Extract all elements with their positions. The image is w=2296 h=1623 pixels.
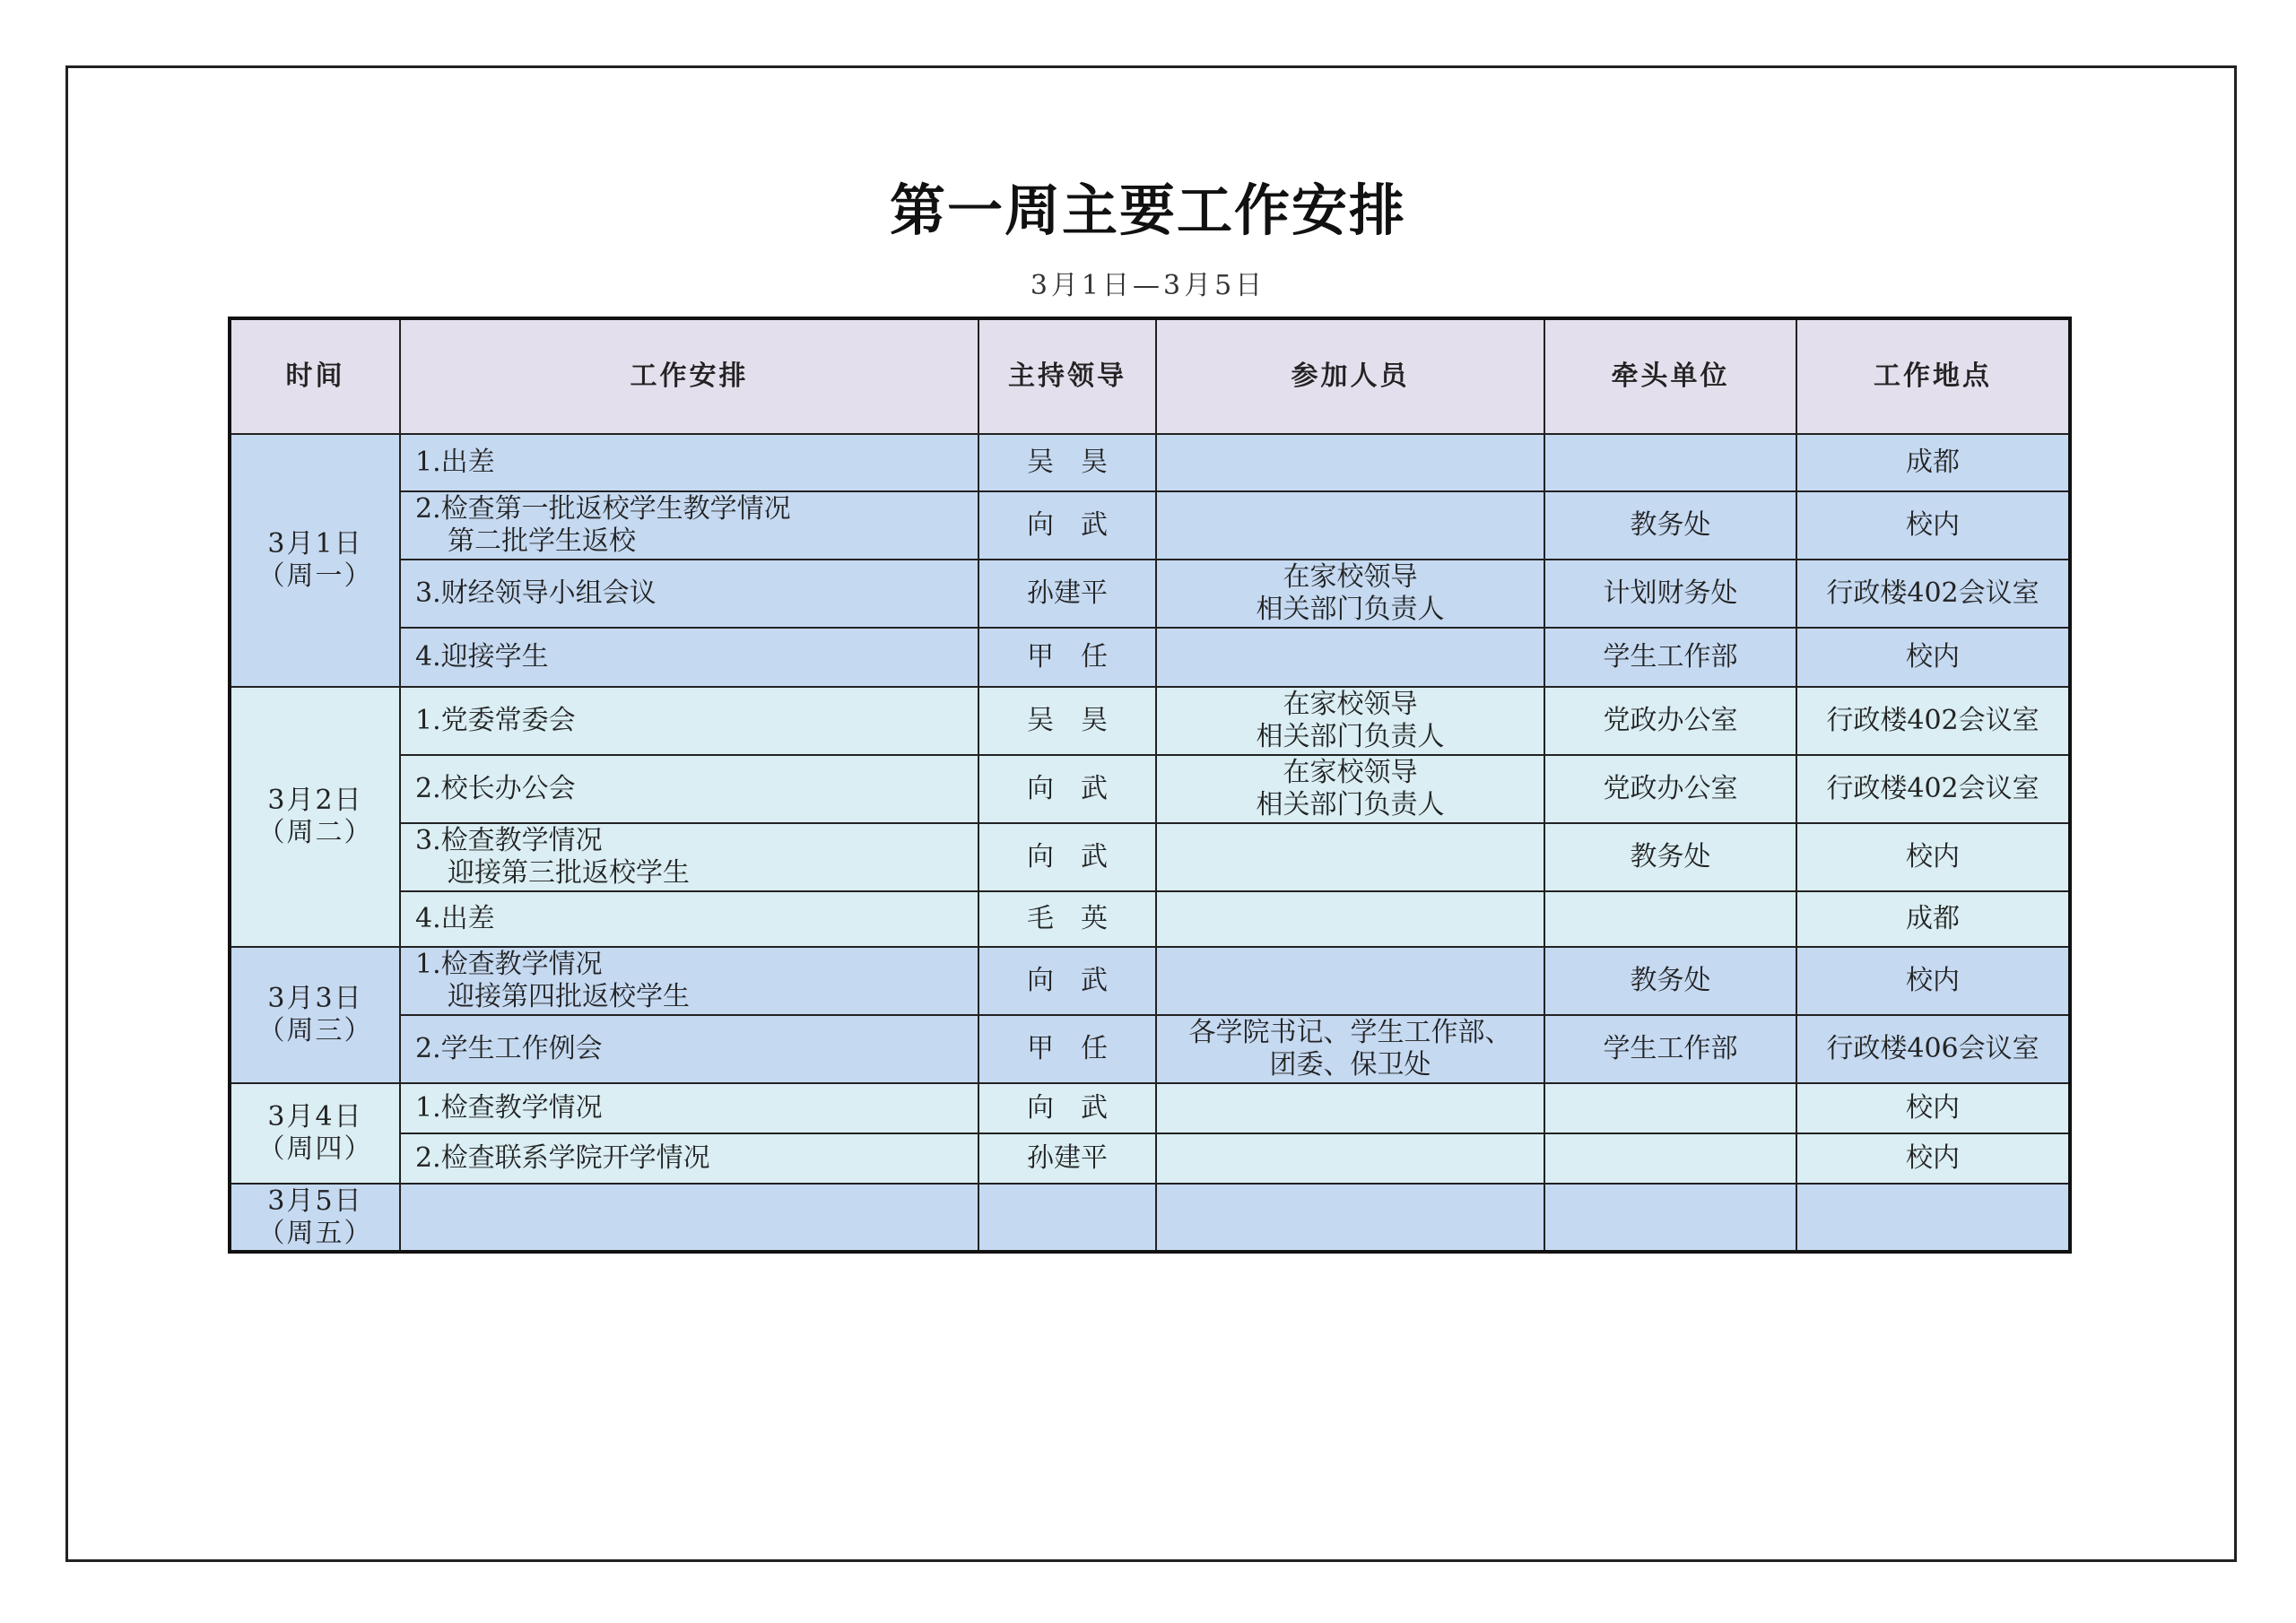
task-cell bbox=[400, 947, 978, 1015]
leader-cell: 吴 昊 bbox=[978, 687, 1156, 755]
task-line: 1.检查教学情况 bbox=[415, 949, 603, 980]
day-weekday: （周三） bbox=[257, 1015, 373, 1046]
header-unit: 牵头单位 bbox=[1544, 318, 1796, 434]
leader-cell: 吴 昊 bbox=[978, 434, 1156, 491]
participant-line: 相关部门负责人 bbox=[1256, 721, 1445, 752]
unit-cell bbox=[1544, 434, 1796, 491]
day-weekday: （周一） bbox=[257, 560, 373, 592]
leader-cell: 孙建平 bbox=[978, 1133, 1156, 1184]
participants-cell bbox=[1156, 947, 1544, 1015]
leader-cell: 向 武 bbox=[978, 755, 1156, 823]
task-line: 4.迎接学生 bbox=[415, 641, 549, 673]
unit-cell: 计划财务处 bbox=[1544, 560, 1796, 628]
unit-cell bbox=[1544, 1184, 1796, 1252]
leader-cell: 向 武 bbox=[978, 1083, 1156, 1133]
task-cell bbox=[400, 560, 978, 628]
header-task: 工作安排 bbox=[400, 318, 978, 434]
unit-cell: 教务处 bbox=[1544, 491, 1796, 560]
location-cell: 校内 bbox=[1796, 491, 2070, 560]
participants-cell bbox=[1156, 491, 1544, 560]
task-line: 迎接第三批返校学生 bbox=[448, 857, 690, 889]
day-weekday: （周五） bbox=[257, 1217, 373, 1249]
participants-cell bbox=[1156, 1015, 1544, 1083]
header-participants: 参加人员 bbox=[1156, 318, 1544, 434]
day-weekday: （周四） bbox=[257, 1133, 373, 1165]
participant-line: 团委、保卫处 bbox=[1269, 1049, 1431, 1081]
header-time: 时间 bbox=[230, 318, 400, 434]
task-cell bbox=[400, 1184, 978, 1252]
table-row bbox=[230, 1184, 2070, 1252]
table-row bbox=[230, 891, 2070, 947]
leader-cell: 孙建平 bbox=[978, 560, 1156, 628]
schedule-table bbox=[228, 317, 2072, 1254]
table-row bbox=[230, 434, 2070, 491]
task-cell bbox=[400, 687, 978, 755]
task-line: 2.校长办公会 bbox=[415, 773, 576, 804]
participants-cell bbox=[1156, 1133, 1544, 1184]
participants-cell bbox=[1156, 687, 1544, 755]
participant-line: 相关部门负责人 bbox=[1256, 594, 1445, 625]
participant-line: 在家校领导 bbox=[1283, 689, 1418, 720]
task-cell bbox=[400, 491, 978, 560]
participants-cell bbox=[1156, 755, 1544, 823]
day-date: 3月1日 bbox=[267, 528, 363, 560]
participant-line: 在家校领导 bbox=[1283, 561, 1418, 593]
schedule-body bbox=[230, 434, 2070, 1252]
day-cell bbox=[230, 434, 400, 687]
leader-cell bbox=[978, 1184, 1156, 1252]
table-row bbox=[230, 628, 2070, 687]
table-row bbox=[230, 1133, 2070, 1184]
table-row bbox=[230, 1083, 2070, 1133]
task-cell bbox=[400, 891, 978, 947]
task-line: 2.学生工作例会 bbox=[415, 1033, 603, 1064]
unit-cell: 党政办公室 bbox=[1544, 687, 1796, 755]
location-cell: 校内 bbox=[1796, 1083, 2070, 1133]
day-cell bbox=[230, 687, 400, 947]
participants-cell bbox=[1156, 823, 1544, 891]
task-line: 2.检查第一批返校学生教学情况 bbox=[415, 493, 791, 525]
participants-cell bbox=[1156, 434, 1544, 491]
day-date: 3月5日 bbox=[267, 1185, 363, 1217]
task-cell bbox=[400, 823, 978, 891]
participants-cell bbox=[1156, 628, 1544, 687]
unit-cell: 教务处 bbox=[1544, 823, 1796, 891]
task-cell bbox=[400, 1083, 978, 1133]
task-line: 1.检查教学情况 bbox=[415, 1092, 603, 1124]
day-date: 3月2日 bbox=[267, 785, 363, 816]
leader-cell: 毛 英 bbox=[978, 891, 1156, 947]
location-cell: 行政楼402会议室 bbox=[1796, 560, 2070, 628]
day-weekday: （周二） bbox=[257, 817, 373, 848]
table-row bbox=[230, 755, 2070, 823]
location-cell: 校内 bbox=[1796, 628, 2070, 687]
table-row bbox=[230, 491, 2070, 560]
header-leader: 主持领导 bbox=[978, 318, 1156, 434]
task-line: 2.检查联系学院开学情况 bbox=[415, 1142, 710, 1174]
unit-cell bbox=[1544, 1133, 1796, 1184]
table-row bbox=[230, 947, 2070, 1015]
unit-cell: 教务处 bbox=[1544, 947, 1796, 1015]
task-line: 3.检查教学情况 bbox=[415, 825, 603, 856]
unit-cell bbox=[1544, 891, 1796, 947]
task-line: 4.出差 bbox=[415, 903, 495, 934]
day-date: 3月3日 bbox=[267, 983, 363, 1014]
table-row bbox=[230, 823, 2070, 891]
day-cell bbox=[230, 1083, 400, 1184]
header-row bbox=[230, 318, 2070, 434]
header-location: 工作地点 bbox=[1796, 318, 2070, 434]
task-line: 3.财经领导小组会议 bbox=[415, 577, 657, 609]
page-title: 第一周主要工作安排 bbox=[889, 178, 1406, 243]
participant-line: 在家校领导 bbox=[1283, 757, 1418, 788]
unit-cell: 学生工作部 bbox=[1544, 1015, 1796, 1083]
location-cell: 校内 bbox=[1796, 1133, 2070, 1184]
task-line: 1.党委常委会 bbox=[415, 705, 576, 736]
task-line: 迎接第四批返校学生 bbox=[448, 981, 690, 1012]
participants-cell bbox=[1156, 1083, 1544, 1133]
location-cell: 校内 bbox=[1796, 823, 2070, 891]
task-cell bbox=[400, 755, 978, 823]
leader-cell: 向 武 bbox=[978, 947, 1156, 1015]
location-cell: 行政楼402会议室 bbox=[1796, 755, 2070, 823]
day-cell bbox=[230, 947, 400, 1083]
unit-cell: 学生工作部 bbox=[1544, 628, 1796, 687]
location-cell bbox=[1796, 1184, 2070, 1252]
location-cell: 行政楼406会议室 bbox=[1796, 1015, 2070, 1083]
leader-cell: 向 武 bbox=[978, 491, 1156, 560]
participants-cell bbox=[1156, 1184, 1544, 1252]
participant-line: 各学院书记、学生工作部、 bbox=[1188, 1017, 1512, 1048]
table-row bbox=[230, 687, 2070, 755]
table-row bbox=[230, 560, 2070, 628]
participants-cell bbox=[1156, 891, 1544, 947]
task-cell bbox=[400, 1133, 978, 1184]
location-cell: 行政楼402会议室 bbox=[1796, 687, 2070, 755]
day-cell bbox=[230, 1184, 400, 1252]
task-line: 第二批学生返校 bbox=[448, 525, 636, 557]
unit-cell bbox=[1544, 1083, 1796, 1133]
leader-cell: 向 武 bbox=[978, 823, 1156, 891]
location-cell: 成都 bbox=[1796, 891, 2070, 947]
location-cell: 校内 bbox=[1796, 947, 2070, 1015]
date-range: 3月1日—3月5日 bbox=[1030, 270, 1266, 301]
task-cell bbox=[400, 628, 978, 687]
location-cell: 成都 bbox=[1796, 434, 2070, 491]
task-line: 1.出差 bbox=[415, 447, 495, 478]
task-cell bbox=[400, 1015, 978, 1083]
table-row bbox=[230, 1015, 2070, 1083]
task-cell bbox=[400, 434, 978, 491]
day-date: 3月4日 bbox=[267, 1101, 363, 1133]
leader-cell: 甲 任 bbox=[978, 1015, 1156, 1083]
participants-cell bbox=[1156, 560, 1544, 628]
leader-cell: 甲 任 bbox=[978, 628, 1156, 687]
participant-line: 相关部门负责人 bbox=[1256, 789, 1445, 820]
unit-cell: 党政办公室 bbox=[1544, 755, 1796, 823]
